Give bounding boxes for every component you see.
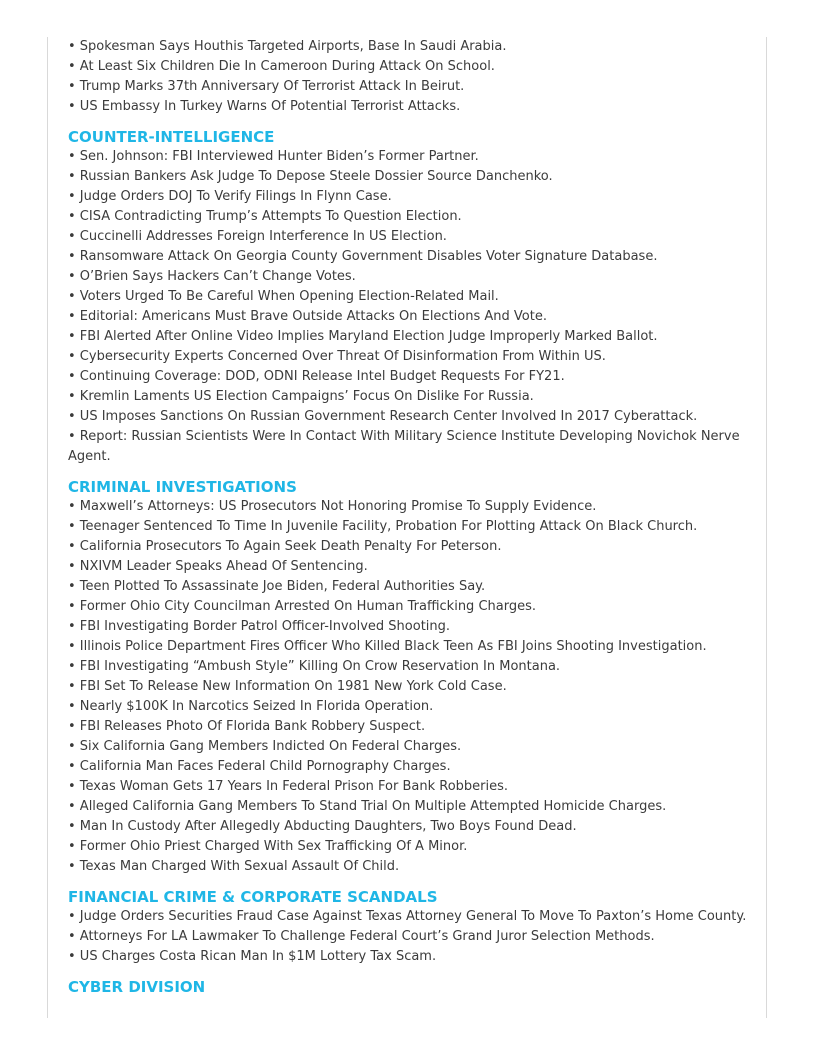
headline-item[interactable]: • Ransomware Attack On Georgia County Government Disables Voter Signature Database. xyxy=(68,249,658,264)
headline-item[interactable]: • FBI Investigating “Ambush Style” Killing On Crow Reservation In Montana. xyxy=(68,659,561,674)
headline-item[interactable]: • Illinois Police Department Fires Officer Who Killed Black Teen As FBI Joins Shooting Investigation. xyxy=(68,639,707,654)
headline-item[interactable]: • California Man Faces Federal Child Pornography Charges. xyxy=(68,759,451,774)
headline-item[interactable]: • Teenager Sentenced To Time In Juvenile Facility, Probation For Plotting Attack On Black Church. xyxy=(68,519,698,534)
section-counter-intelligence xyxy=(68,127,760,467)
headline-item[interactable]: • O’Brien Says Hackers Can’t Change Votes. xyxy=(68,269,356,284)
headline-item[interactable]: • US Imposes Sanctions On Russian Government Research Center Involved In 2017 Cyberattack. xyxy=(68,409,698,424)
headline-item[interactable]: • Judge Orders Securities Fraud Case Against Texas Attorney General To Move To Paxton’s Home County. xyxy=(68,909,747,924)
section-criminal-investigations xyxy=(68,477,760,877)
headline-item[interactable]: • Cybersecurity Experts Concerned Over Threat Of Disinformation From Within US. xyxy=(68,349,606,364)
headline-item[interactable]: • Cuccinelli Addresses Foreign Interference In US Election. xyxy=(68,229,447,244)
section-heading: CRIMINAL INVESTIGATIONS xyxy=(68,478,297,496)
section-financial-crime xyxy=(68,887,760,967)
headline-item[interactable]: • Spokesman Says Houthis Targeted Airports, Base In Saudi Arabia. xyxy=(68,39,507,54)
headline-item[interactable]: • Report: Russian Scientists Were In Contact With Military Science Institute Developing Novichok Nerve Agent. xyxy=(68,429,740,464)
headline-item[interactable]: • Former Ohio City Councilman Arrested On Human Trafficking Charges. xyxy=(68,599,536,614)
section-heading: CYBER DIVISION xyxy=(68,978,206,996)
headline-item[interactable]: • CISA Contradicting Trump’s Attempts To Question Election. xyxy=(68,209,462,224)
headline-item[interactable]: • Attorneys For LA Lawmaker To Challenge Federal Court’s Grand Juror Selection Methods. xyxy=(68,929,655,944)
headline-item[interactable]: • Teen Plotted To Assassinate Joe Biden, Federal Authorities Say. xyxy=(68,579,486,594)
headline-item[interactable]: • Former Ohio Priest Charged With Sex Trafficking Of A Minor. xyxy=(68,839,468,854)
headline-item[interactable]: • Voters Urged To Be Careful When Opening Election-Related Mail. xyxy=(68,289,499,304)
headline-item[interactable]: • Judge Orders DOJ To Verify Filings In Flynn Case. xyxy=(68,189,392,204)
headline-item[interactable]: • Russian Bankers Ask Judge To Depose Steele Dossier Source Danchenko. xyxy=(68,169,553,184)
headline-item[interactable]: • Alleged California Gang Members To Stand Trial On Multiple Attempted Homicide Charges. xyxy=(68,799,667,814)
section-cyber-division xyxy=(68,977,760,997)
headline-item[interactable]: • Six California Gang Members Indicted On Federal Charges. xyxy=(68,739,462,754)
headline-item[interactable]: • California Prosecutors To Again Seek Death Penalty For Peterson. xyxy=(68,539,502,554)
headline-item[interactable]: • FBI Releases Photo Of Florida Bank Robbery Suspect. xyxy=(68,719,426,734)
headline-item[interactable]: • FBI Alerted After Online Video Implies Maryland Election Judge Improperly Marked Ballot. xyxy=(68,329,658,344)
headline-item[interactable]: • FBI Investigating Border Patrol Officer-Involved Shooting. xyxy=(68,619,451,634)
headline-item[interactable]: • US Embassy In Turkey Warns Of Potential Terrorist Attacks. xyxy=(68,99,461,114)
headline-item[interactable]: • Editorial: Americans Must Brave Outside Attacks On Elections And Vote. xyxy=(68,309,547,324)
headline-item[interactable]: • Sen. Johnson: FBI Interviewed Hunter Biden’s Former Partner. xyxy=(68,149,479,164)
section-heading: COUNTER-INTELLIGENCE xyxy=(68,128,275,146)
headline-item[interactable]: • Kremlin Laments US Election Campaigns’ Focus On Dislike For Russia. xyxy=(68,389,534,404)
headline-item[interactable]: • NXIVM Leader Speaks Ahead Of Sentencing. xyxy=(68,559,368,574)
headline-item[interactable]: • US Charges Costa Rican Man In $1M Lottery Tax Scam. xyxy=(68,949,437,964)
headline-item[interactable]: • Man In Custody After Allegedly Abducting Daughters, Two Boys Found Dead. xyxy=(68,819,577,834)
headline-item[interactable]: • FBI Set To Release New Information On 1981 New York Cold Case. xyxy=(68,679,507,694)
news-digest-content xyxy=(68,37,760,997)
section-heading: FINANCIAL CRIME & CORPORATE SCANDALS xyxy=(68,888,438,906)
headline-item[interactable]: • Nearly $100K In Narcotics Seized In Florida Operation. xyxy=(68,699,434,714)
headline-item[interactable]: • Trump Marks 37th Anniversary Of Terrorist Attack In Beirut. xyxy=(68,79,465,94)
headline-item[interactable]: • Maxwell’s Attorneys: US Prosecutors Not Honoring Promise To Supply Evidence. xyxy=(68,499,597,514)
section-terrorism-continued xyxy=(68,37,760,117)
headline-item[interactable]: • Texas Woman Gets 17 Years In Federal Prison For Bank Robberies. xyxy=(68,779,509,794)
headline-item[interactable]: • Continuing Coverage: DOD, ODNI Release Intel Budget Requests For FY21. xyxy=(68,369,565,384)
headline-item[interactable]: • Texas Man Charged With Sexual Assault Of Child. xyxy=(68,859,400,874)
headline-item[interactable]: • At Least Six Children Die In Cameroon During Attack On School. xyxy=(68,59,495,74)
